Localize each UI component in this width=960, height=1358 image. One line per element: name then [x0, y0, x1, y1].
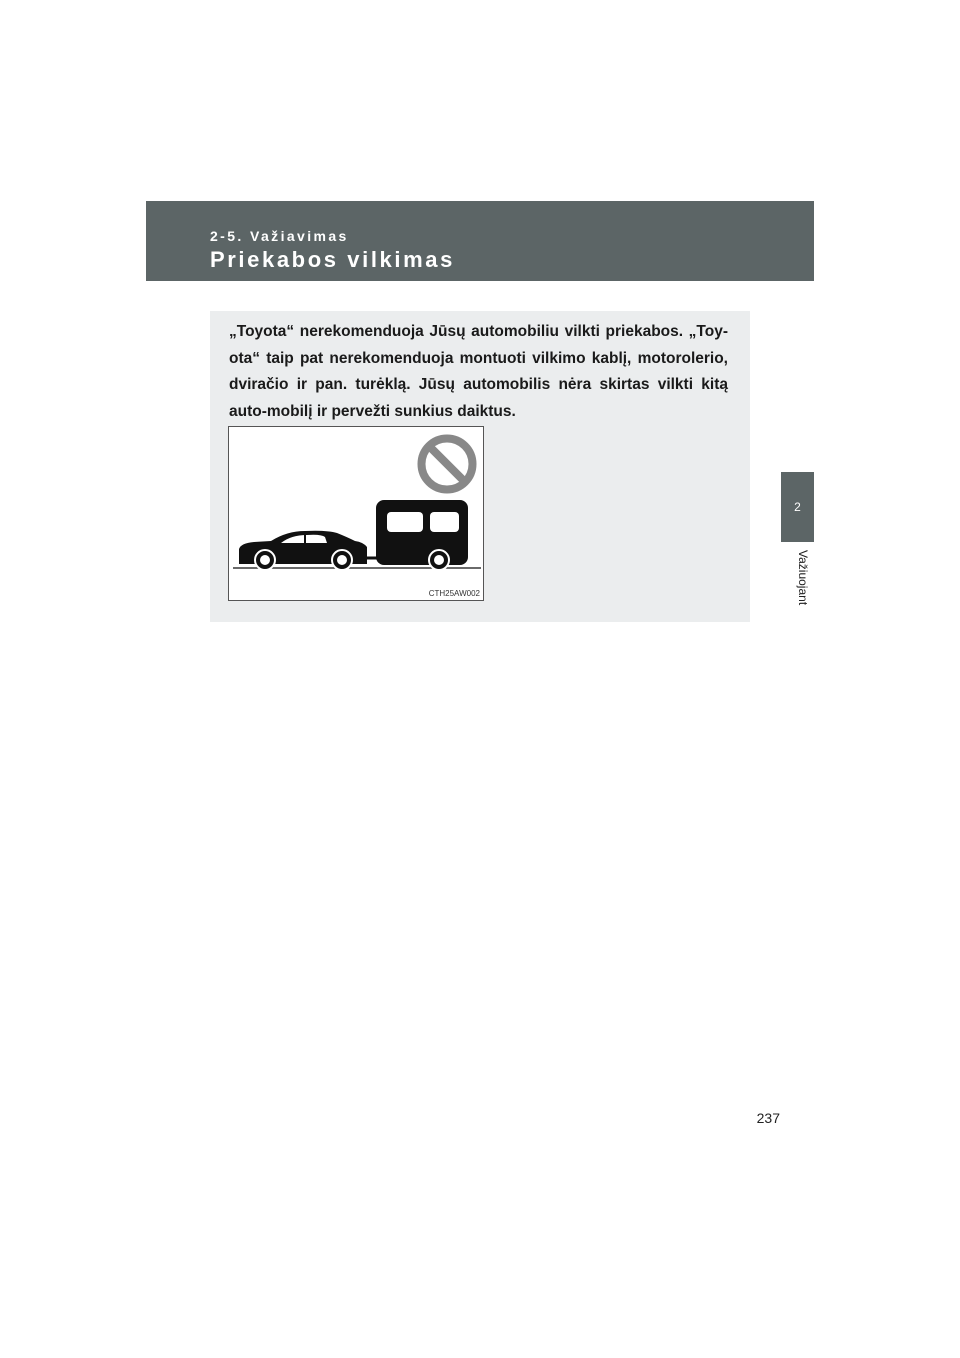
- car-icon: [239, 531, 367, 570]
- section-label: 2-5. Važiavimas: [210, 228, 349, 244]
- no-towing-prohibition-icon: [229, 427, 483, 600]
- towing-illustration: [228, 426, 484, 601]
- chapter-tab: 2: [781, 472, 814, 542]
- page-title: Priekabos vilkimas: [210, 247, 455, 272]
- prohibition-sign-icon: [422, 439, 473, 490]
- trailer-icon: [376, 500, 468, 570]
- header-band: [146, 201, 814, 281]
- chapter-tab-label: Važiuojant: [796, 550, 810, 606]
- intro-paragraph: „Toyota“ nerekomenduoja Jūsų automobiliu vilkti priekabos. „Toy-ota“ taip pat nerekomenduoja montuoti vilkimo kablį, motorolerio, dviračio ir pan. turėklą. Jūsų automobilis nėra skirtas vilkti kitą auto-mobilį ir pervežti sunkius daiktus.: [229, 323, 728, 420]
- page-number: 237: [756, 1110, 780, 1126]
- figure-code: CTH25AW002: [428, 589, 480, 598]
- content-box: [210, 311, 750, 622]
